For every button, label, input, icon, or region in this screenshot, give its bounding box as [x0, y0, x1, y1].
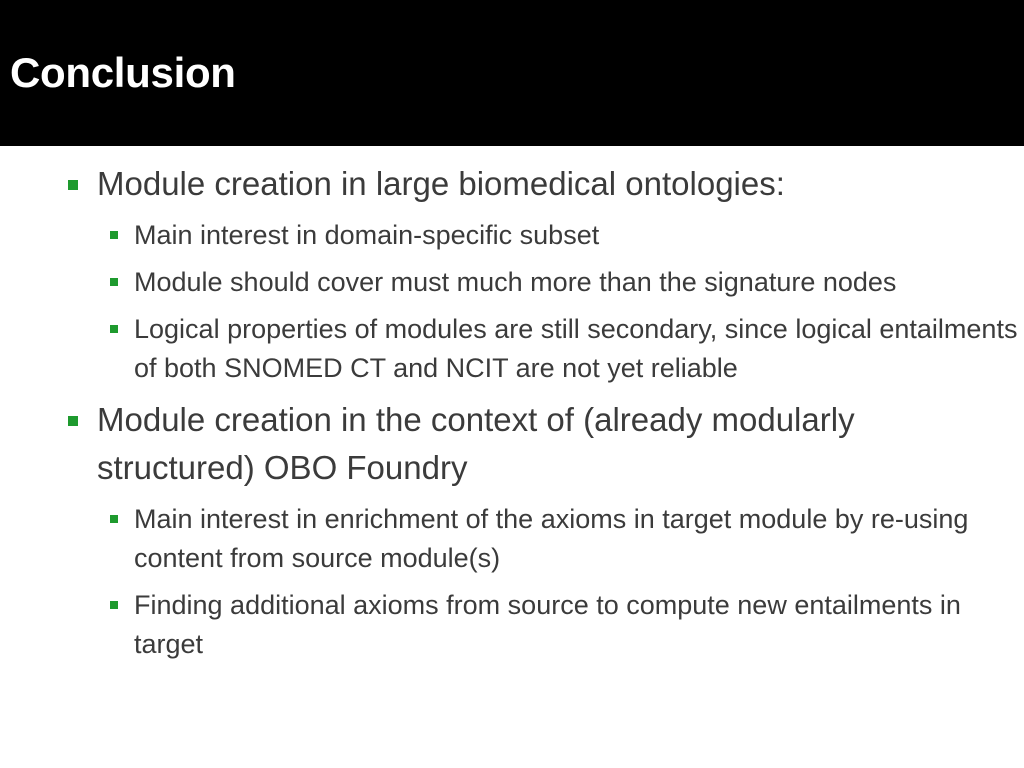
sub-bullet-text: Main interest in enrichment of the axioms in target module by re-using content from source module(s) — [134, 504, 969, 573]
sub-bullet-text: Module should cover must much more than the signature nodes — [134, 267, 897, 297]
sub-bullet-text: Main interest in domain-specific subset — [134, 220, 600, 250]
bullet-text: Module creation in the context of (already modularly structured) OBO Foundry — [97, 401, 855, 486]
slide-title: Conclusion — [10, 49, 236, 96]
bullet-square-icon — [68, 180, 78, 190]
title-bar — [0, 0, 1024, 146]
sub-bullet-item — [0, 500, 1024, 578]
sub-bullet-text: Finding additional axioms from source to compute new entailments in target — [134, 590, 961, 659]
bullet-item — [0, 160, 1024, 208]
sub-bullet-item — [0, 216, 1024, 255]
sub-bullet-item — [0, 263, 1024, 302]
bullet-text: Module creation in large biomedical ontologies: — [97, 165, 785, 202]
sub-bullet-square-icon — [110, 515, 118, 523]
bullet-square-icon — [68, 416, 78, 426]
sub-bullet-text: Logical properties of modules are still secondary, since logical entailments of both SNOMED CT and NCIT are not yet reliable — [134, 314, 1018, 383]
bullet-item — [0, 396, 1024, 492]
sub-bullet-square-icon — [110, 278, 118, 286]
sub-bullet-square-icon — [110, 231, 118, 239]
sub-bullet-square-icon — [110, 601, 118, 609]
slide-content — [0, 160, 1024, 664]
sub-bullet-item — [0, 586, 1024, 664]
sub-bullet-item — [0, 310, 1024, 388]
sub-bullet-square-icon — [110, 325, 118, 333]
